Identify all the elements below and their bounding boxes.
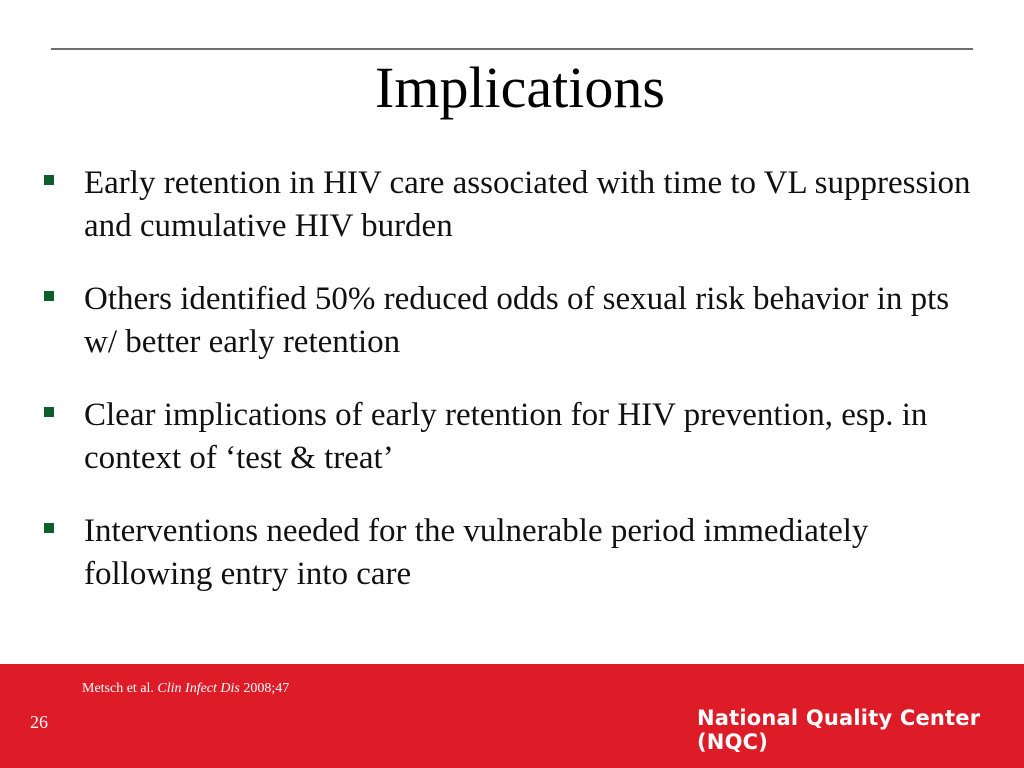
bullet-list bbox=[38, 162, 988, 626]
bullet-item bbox=[38, 278, 988, 364]
square-bullet-icon bbox=[44, 407, 54, 417]
bullet-text: Interventions needed for the vulnerable period immediately following entry into care bbox=[84, 513, 869, 592]
bullet-text: Clear implications of early retention for HIV prevention, esp. in context of ‘test & treat’ bbox=[84, 397, 928, 476]
brand-logo-text: National Quality Center (NQC) bbox=[697, 706, 981, 754]
citation-journal: Clin Infect Dis bbox=[157, 681, 240, 696]
bullet-item bbox=[38, 510, 988, 596]
citation-ref: 2008;47 bbox=[243, 681, 290, 696]
citation bbox=[82, 681, 289, 697]
footer-bar bbox=[0, 664, 1024, 768]
square-bullet-icon bbox=[44, 523, 54, 533]
bullet-text: Early retention in HIV care associated with time to VL suppression and cumulative HIV burden bbox=[84, 165, 971, 244]
square-bullet-icon bbox=[44, 175, 54, 185]
bullet-item bbox=[38, 394, 988, 480]
slide-title: Implications bbox=[375, 55, 665, 120]
citation-authors: Metsch et al. bbox=[82, 681, 154, 696]
page-number: 26 bbox=[30, 712, 48, 732]
top-divider bbox=[51, 48, 973, 50]
bullet-text: Others identified 50% reduced odds of sexual risk behavior in pts w/ better early retention bbox=[84, 281, 950, 360]
square-bullet-icon bbox=[44, 291, 54, 301]
bullet-item bbox=[38, 162, 988, 248]
